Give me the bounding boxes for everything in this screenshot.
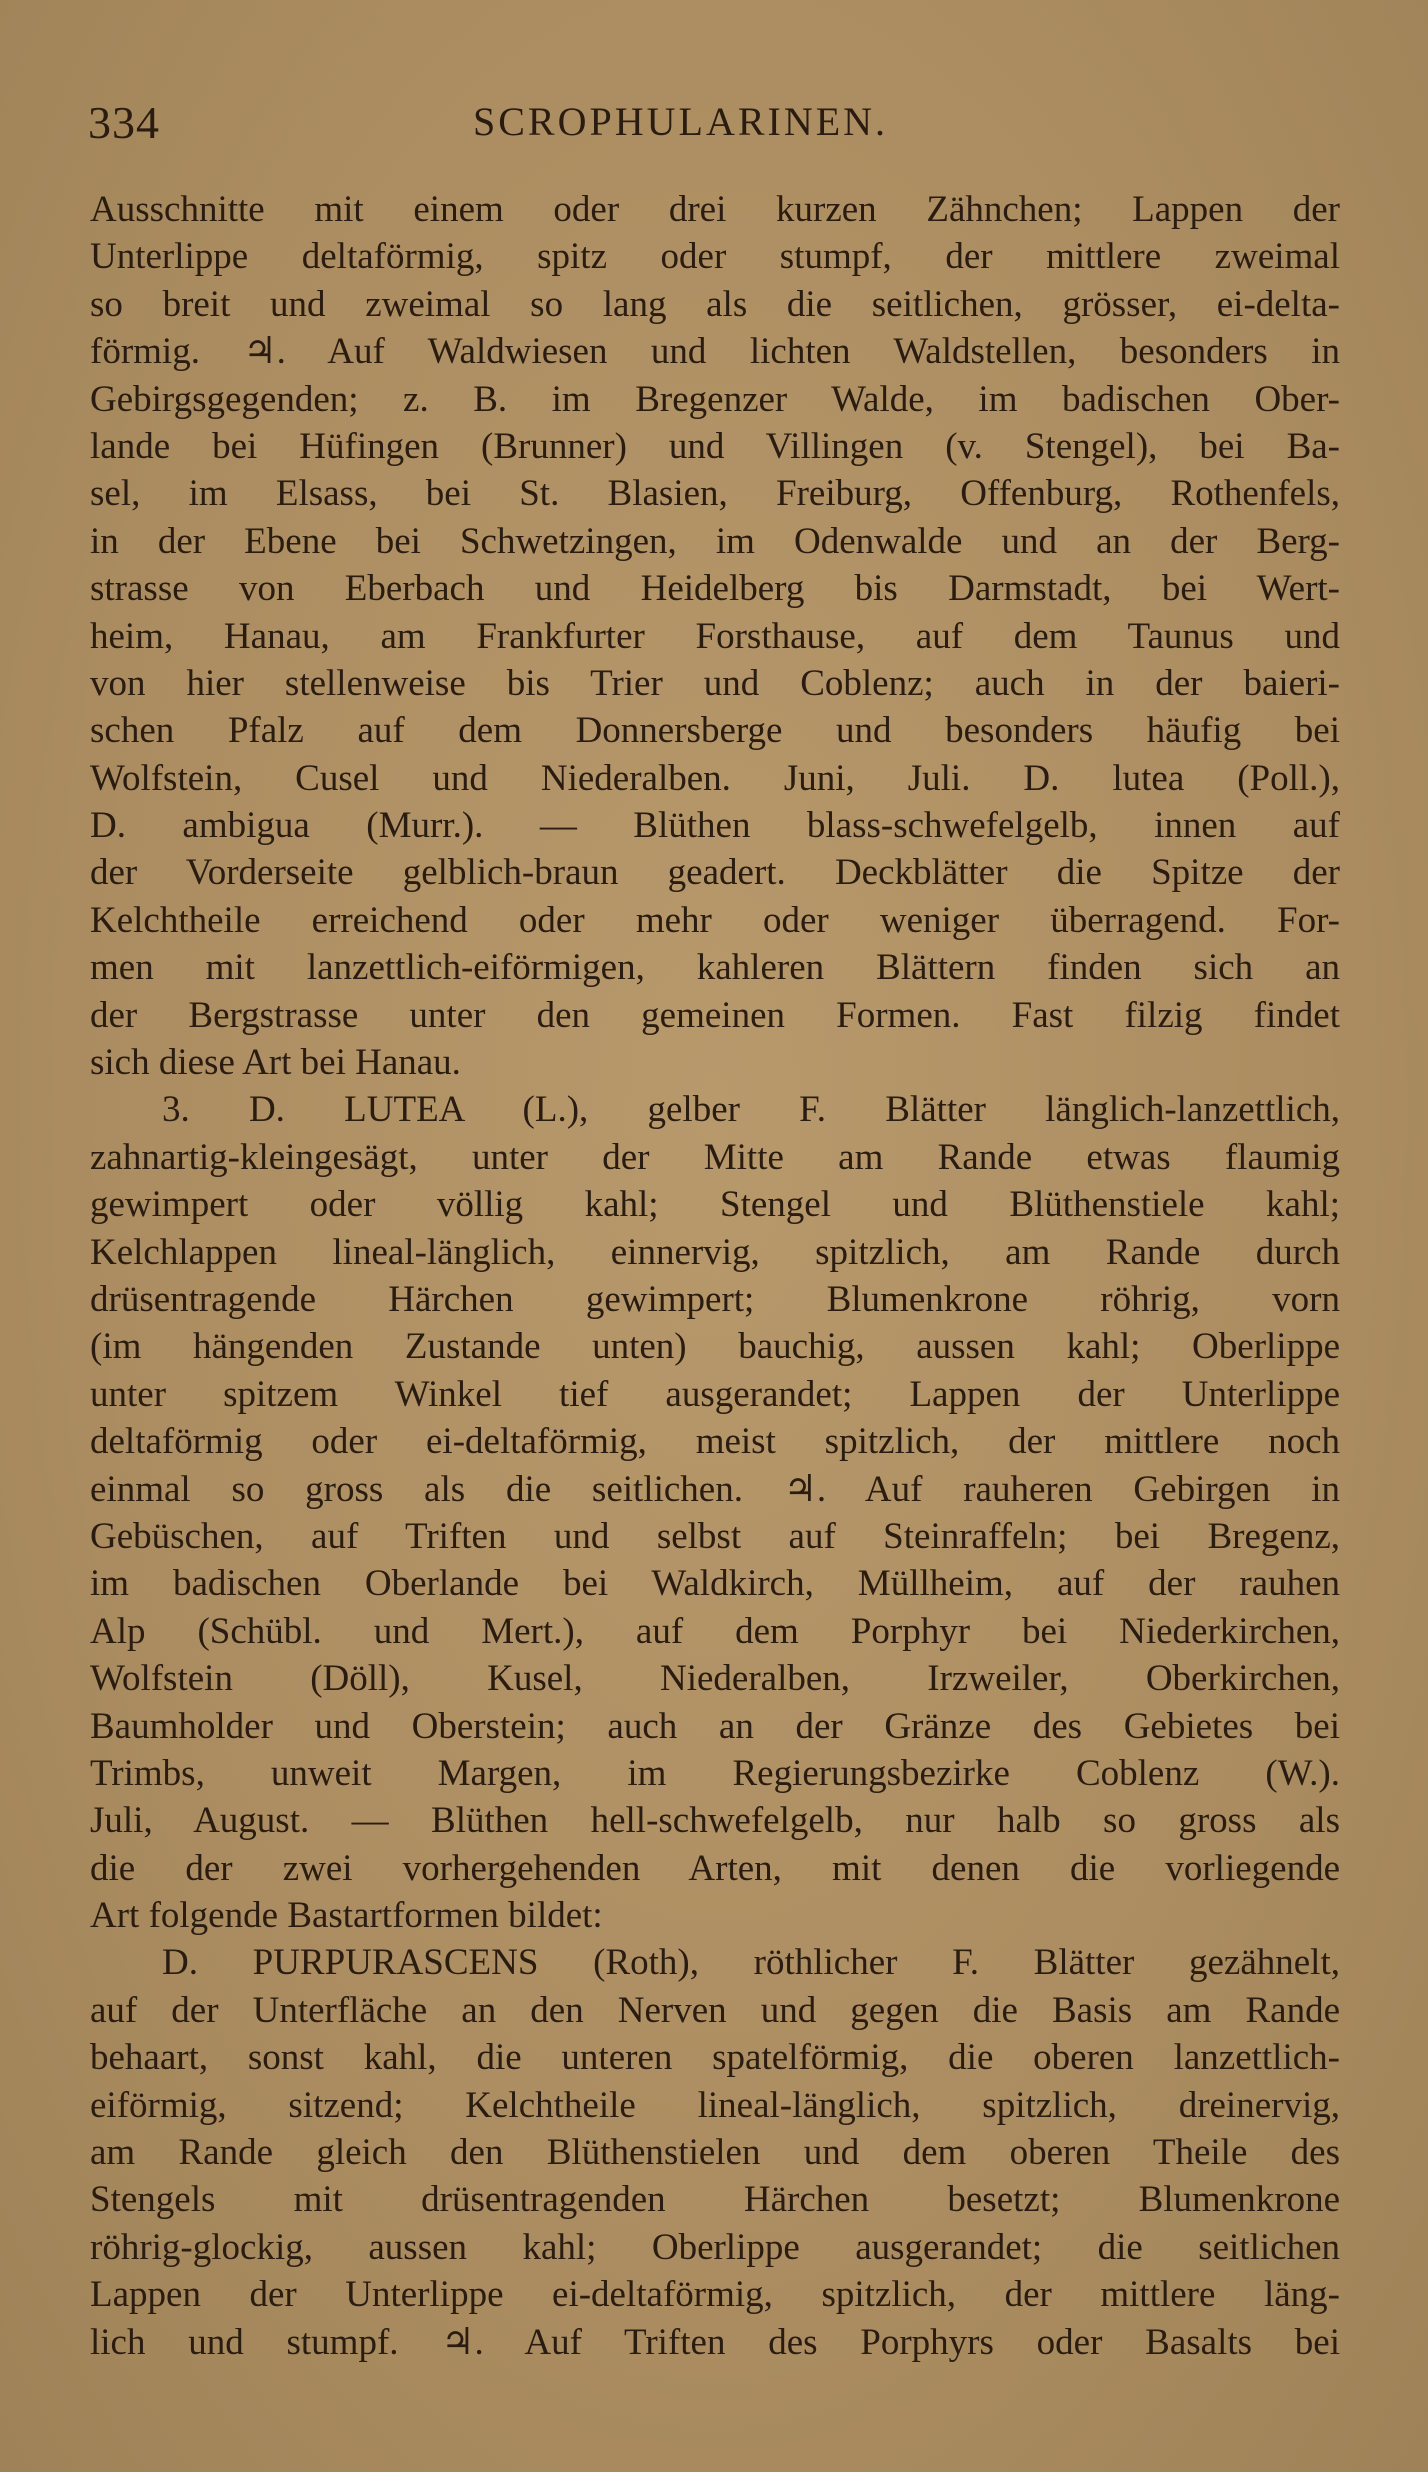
text-line: sel, im Elsass, bei St. Blasien, Freiburg, Offenburg, Rothenfels, bbox=[90, 473, 1340, 515]
text-line: sich diese Art bei Hanau. bbox=[90, 1042, 461, 1084]
text-line: Baumholder und Oberstein; auch an der Gränze des Gebietes bei bbox=[90, 1705, 1340, 1747]
text-line: im badischen Oberlande bei Waldkirch, Müllheim, auf der rauhen bbox=[90, 1563, 1340, 1605]
text-line: eiförmig, sitzend; Kelchtheile lineal-länglich, spitzlich, dreinervig, bbox=[90, 2084, 1340, 2126]
text-line: heim, Hanau, am Frankfurter Forsthause, auf dem Taunus und bbox=[90, 615, 1340, 657]
text-line: Wolfstein, Cusel und Niederalben. Juni, Juli. D. lutea (Poll.), bbox=[90, 757, 1340, 799]
text-line: auf der Unterfläche an den Nerven und gegen die Basis am Rande bbox=[90, 1989, 1340, 2031]
text-line: einmal so gross als die seitlichen. ♃. Auf rauheren Gebirgen in bbox=[90, 1468, 1340, 1510]
text-line: Kelchtheile erreichend oder mehr oder weniger überragend. For- bbox=[90, 899, 1340, 941]
text-line: Gebirgsgegenden; z. B. im Bregenzer Walde, im badischen Ober- bbox=[90, 378, 1340, 420]
text-line: von hier stellenweise bis Trier und Coblenz; auch in der baieri- bbox=[90, 662, 1340, 704]
text-line: Gebüschen, auf Triften und selbst auf Steinraffeln; bei Bregenz, bbox=[90, 1515, 1340, 1557]
text-line: zahnartig-kleingesägt, unter der Mitte am Rande etwas flaumig bbox=[90, 1136, 1340, 1178]
text-line: Ausschnitte mit einem oder drei kurzen Zähnchen; Lappen der bbox=[90, 189, 1340, 230]
text-line: lich und stumpf. ♃. Auf Triften des Porphyrs oder Basalts bei bbox=[90, 2321, 1340, 2363]
text-line: (im hängenden Zustande unten) bauchig, aussen kahl; Oberlippe bbox=[90, 1326, 1340, 1368]
text-line: Art folgende Bastartformen bildet: bbox=[90, 1895, 603, 1937]
species-heading-line: D. PURPURASCENS (Roth), röthlicher F. Blätter gezähnelt, bbox=[162, 1942, 1340, 1984]
page-header bbox=[88, 96, 1348, 156]
text-line: Wolfstein (Döll), Kusel, Niederalben, Irzweiler, Oberkirchen, bbox=[90, 1658, 1340, 1700]
text-line: strasse von Eberbach und Heidelberg bis Darmstadt, bei Wert- bbox=[90, 568, 1340, 610]
text-line: behaart, sonst kahl, die unteren spatelförmig, die oberen lanzettlich- bbox=[90, 2037, 1340, 2079]
text-line: so breit und zweimal so lang als die seitlichen, grösser, ei-delta- bbox=[90, 283, 1340, 325]
text-line: Kelchlappen lineal-länglich, einnervig, spitzlich, am Rande durch bbox=[90, 1231, 1340, 1273]
text-line: Trimbs, unweit Margen, im Regierungsbezirke Coblenz (W.). bbox=[90, 1752, 1340, 1794]
text-line: die der zwei vorhergehenden Arten, mit denen die vorliegende bbox=[90, 1847, 1340, 1889]
body-text bbox=[90, 186, 1340, 2366]
text-line: Unterlippe deltaförmig, spitz oder stumpf, der mittlere zweimal bbox=[90, 236, 1340, 278]
text-line: Lappen der Unterlippe ei-deltaförmig, spitzlich, der mittlere läng- bbox=[90, 2274, 1340, 2316]
text-line: am Rande gleich den Blüthenstielen und dem oberen Theile des bbox=[90, 2132, 1340, 2174]
text-line: D. ambigua (Murr.). — Blüthen blass-schwefelgelb, innen auf bbox=[90, 805, 1340, 847]
text-line: der Vorderseite gelblich-braun geadert. Deckblätter die Spitze der bbox=[90, 852, 1340, 894]
text-line: förmig. ♃. Auf Waldwiesen und lichten Waldstellen, besonders in bbox=[90, 331, 1340, 373]
text-line: lande bei Hüfingen (Brunner) und Villingen (v. Stengel), bei Ba- bbox=[90, 425, 1340, 467]
page-number: 334 bbox=[88, 97, 160, 148]
text-line: deltaförmig oder ei-deltaförmig, meist spitzlich, der mittlere noch bbox=[90, 1421, 1340, 1463]
text-line: in der Ebene bei Schwetzingen, im Odenwalde und an der Berg- bbox=[90, 520, 1340, 562]
species-heading-line: 3. D. LUTEA (L.), gelber F. Blätter länglich-lanzettlich, bbox=[162, 1089, 1340, 1131]
text-line: der Bergstrasse unter den gemeinen Formen. Fast filzig findet bbox=[90, 994, 1340, 1036]
text-line: Juli, August. — Blüthen hell-schwefelgelb, nur halb so gross als bbox=[90, 1800, 1340, 1842]
text-line: röhrig-glockig, aussen kahl; Oberlippe ausgerandet; die seitlichen bbox=[90, 2226, 1340, 2268]
text-line: unter spitzem Winkel tief ausgerandet; Lappen der Unterlippe bbox=[90, 1373, 1340, 1415]
text-line: men mit lanzettlich-eiförmigen, kahleren Blättern finden sich an bbox=[90, 947, 1340, 989]
text-line: gewimpert oder völlig kahl; Stengel und Blüthenstiele kahl; bbox=[90, 1184, 1340, 1226]
running-head: SCROPHULARINEN. bbox=[473, 99, 889, 144]
text-line: Stengels mit drüsentragenden Härchen besetzt; Blumenkrone bbox=[90, 2179, 1340, 2221]
text-line: drüsentragende Härchen gewimpert; Blumenkrone röhrig, vorn bbox=[90, 1278, 1340, 1320]
text-line: schen Pfalz auf dem Donnersberge und besonders häufig bei bbox=[90, 710, 1340, 752]
text-line: Alp (Schübl. und Mert.), auf dem Porphyr bei Niederkirchen, bbox=[90, 1610, 1340, 1652]
